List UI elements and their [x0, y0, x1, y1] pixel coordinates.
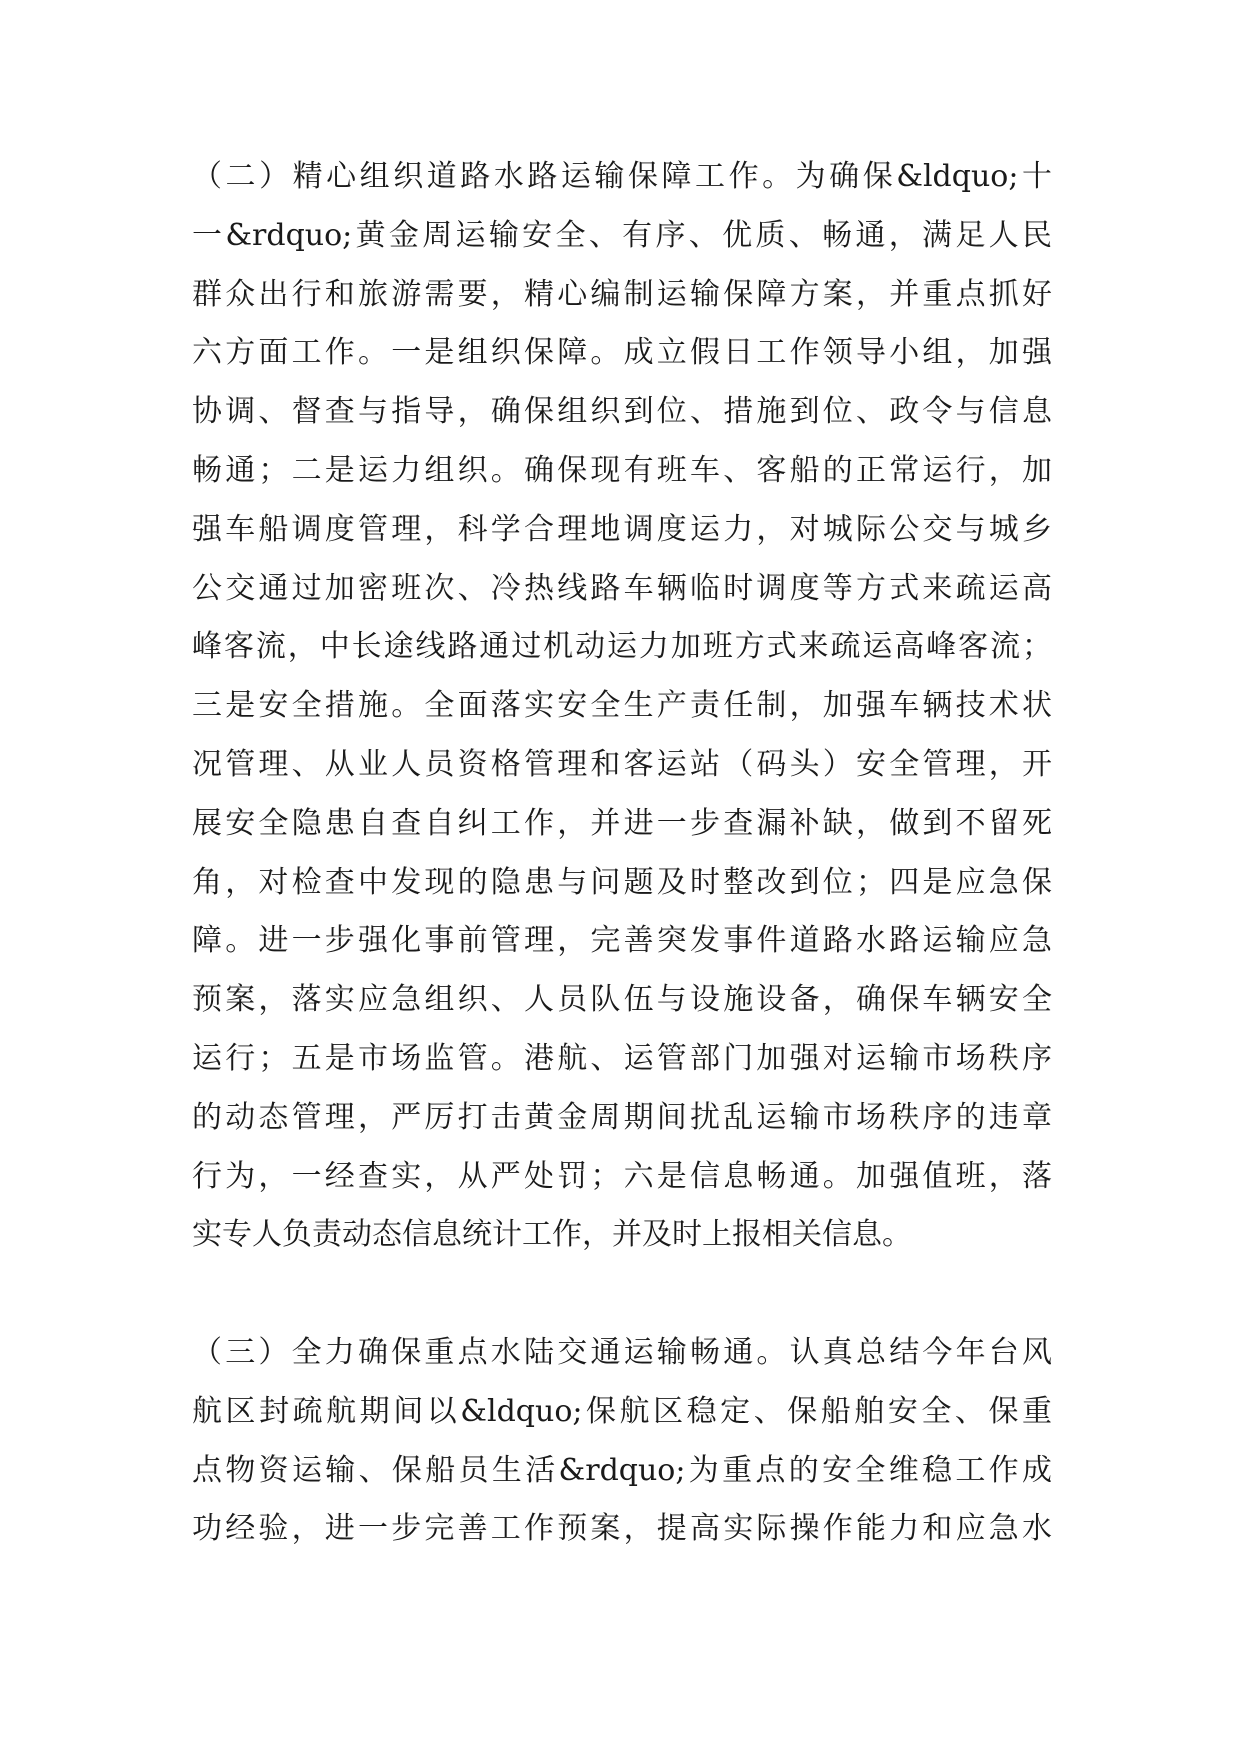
- text-line: 一&rdquo;黄金周运输安全、有序、优质、畅通，满足人民: [192, 217, 1052, 253]
- paragraph-3: [192, 1324, 1052, 1559]
- document-body: [192, 148, 1052, 1559]
- text-line: 行为，一经查实，从严处罚；六是信息畅通。加强值班，落: [192, 1158, 1052, 1194]
- text-line: 的动态管理，严厉打击黄金周期间扰乱运输市场秩序的违章: [192, 1099, 1052, 1135]
- text-line: 协调、督查与指导，确保组织到位、措施到位、政令与信息: [192, 394, 1052, 430]
- paragraph-spacer: [192, 1265, 1052, 1324]
- text-line: 功经验，进一步完善工作预案，提高实际操作能力和应急水: [192, 1511, 1052, 1547]
- text-line: 预案，落实应急组织、人员队伍与设施设备，确保车辆安全: [192, 982, 1052, 1018]
- text-line: 强车船调度管理，科学合理地调度运力，对城际公交与城乡: [192, 511, 1052, 547]
- text-line: （二）精心组织道路水路运输保障工作。为确保&ldquo;十: [192, 159, 1052, 194]
- text-line: 畅通；二是运力组织。确保现有班车、客船的正常运行，加: [192, 452, 1052, 488]
- text-line: 群众出行和旅游需要，精心编制运输保障方案，并重点抓好: [192, 276, 1052, 312]
- text-line: 公交通过加密班次、冷热线路车辆临时调度等方式来疏运高: [192, 570, 1052, 606]
- text-line: 点物资运输、保船员生活&rdquo;为重点的安全维稳工作成: [192, 1452, 1052, 1488]
- text-line: 六方面工作。一是组织保障。成立假日工作领导小组，加强: [192, 335, 1052, 371]
- text-line: 三是安全措施。全面落实安全生产责任制，加强车辆技术状: [192, 688, 1052, 724]
- text-line: 峰客流，中长途线路通过机动运力加班方式来疏运高峰客流；: [192, 629, 1052, 665]
- text-line: 况管理、从业人员资格管理和客运站（码头）安全管理，开: [192, 746, 1052, 782]
- text-line: 航区封疏航期间以&ldquo;保航区稳定、保船舶安全、保重: [192, 1393, 1052, 1429]
- text-line: 障。进一步强化事前管理，完善突发事件道路水路运输应急: [192, 923, 1052, 959]
- text-line: （三）全力确保重点水陆交通运输畅通。认真总结今年台风: [192, 1334, 1052, 1370]
- text-line: 展安全隐患自查自纠工作，并进一步查漏补缺，做到不留死: [192, 805, 1052, 841]
- paragraph-2: [192, 148, 1052, 1265]
- text-line: 实专人负责动态信息统计工作，并及时上报相关信息。: [192, 1217, 912, 1253]
- text-line: 运行；五是市场监管。港航、运管部门加强对运输市场秩序: [192, 1040, 1052, 1076]
- text-line: 角，对检查中发现的隐患与问题及时整改到位；四是应急保: [192, 864, 1052, 900]
